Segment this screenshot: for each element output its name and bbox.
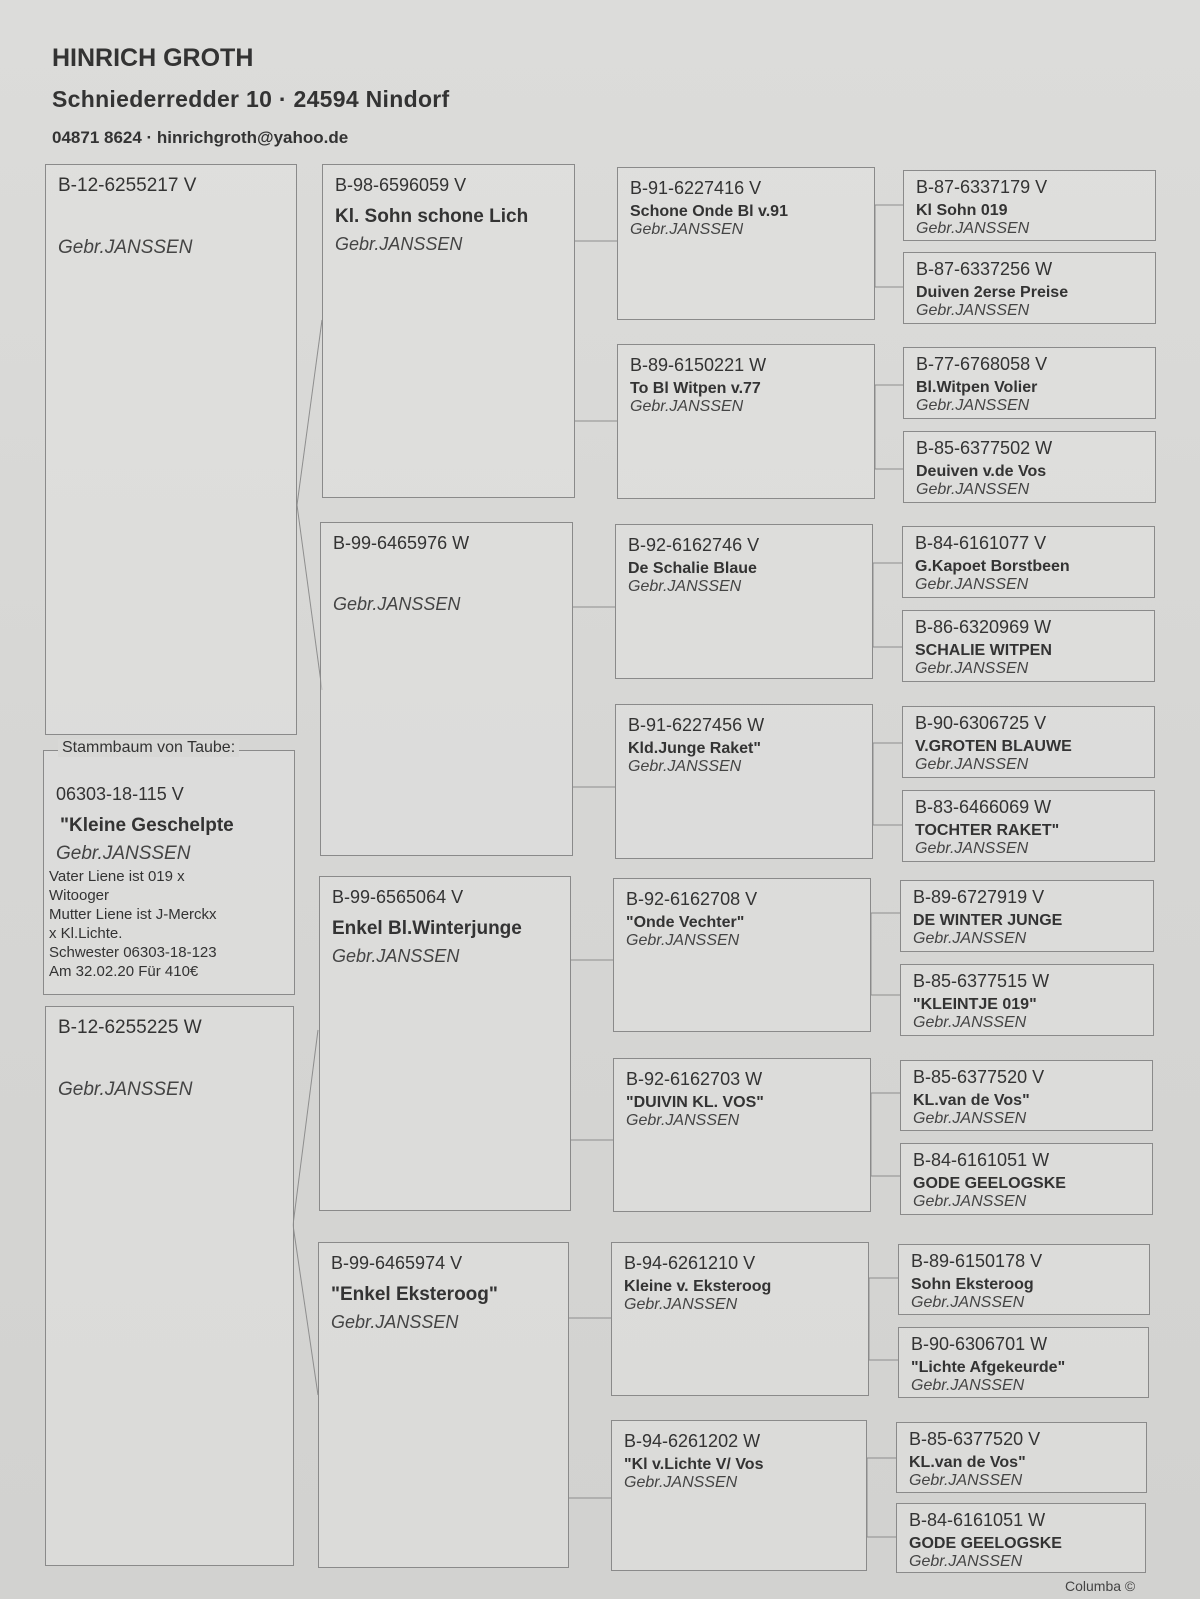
gg-grandparent-breeder: Gebr.JANSSEN xyxy=(916,397,1030,414)
grandparent-ring: B-98-6596059 V xyxy=(335,175,467,195)
gg-grandparent-ring: B-85-6377502 W xyxy=(916,438,1053,458)
great-grandparent-name: "Kl v.Lichte V/ Vos xyxy=(624,1456,764,1473)
gg-grandparent-ring: B-85-6377515 W xyxy=(913,971,1050,991)
gg-grandparent-breeder: Gebr.JANSSEN xyxy=(913,1110,1027,1127)
gg-grandparent-breeder: Gebr.JANSSEN xyxy=(911,1294,1025,1311)
gg-grandparent-breeder: Gebr.JANSSEN xyxy=(915,660,1029,677)
mother-card xyxy=(45,1006,294,1566)
gg-grandparent-name: KL.van de Vos" xyxy=(909,1454,1026,1471)
subject-note: Witooger xyxy=(49,887,110,904)
great-grandparent-name: Schone Onde Bl v.91 xyxy=(630,203,788,220)
gg-grandparent-ring: B-89-6727919 V xyxy=(913,887,1045,907)
great-grandparent-ring: B-92-6162708 V xyxy=(626,889,758,909)
gg-grandparent-breeder: Gebr.JANSSEN xyxy=(913,1014,1027,1031)
great-grandparent-ring: B-94-6261210 V xyxy=(624,1253,756,1273)
gg-grandparent-card xyxy=(902,790,1155,862)
gg-grandparent-name: "Lichte Afgekeurde" xyxy=(911,1359,1066,1376)
great-grandparent-card xyxy=(615,704,873,859)
owner-name: HINRICH GROTH xyxy=(52,44,254,72)
gg-grandparent-breeder: Gebr.JANSSEN xyxy=(909,1553,1023,1570)
gg-grandparent-card xyxy=(898,1244,1150,1315)
subject-label: Stammbaum von Taube: xyxy=(58,739,239,757)
subject-note: Schwester 06303-18-123 xyxy=(49,944,217,961)
mother-ring: B-12-6255225 W xyxy=(58,1017,202,1038)
subject-note: x Kl.Lichte. xyxy=(49,925,123,942)
grandparent-card xyxy=(318,1242,569,1568)
grandparent-breeder: Gebr.JANSSEN xyxy=(331,1312,459,1332)
great-grandparent-breeder: Gebr.JANSSEN xyxy=(628,578,742,595)
gg-grandparent-ring: B-86-6320969 W xyxy=(915,617,1052,637)
subject-note: Am 32.02.20 Für 410€ xyxy=(49,963,199,980)
grandparent-name: Kl. Sohn schone Lich xyxy=(335,206,529,227)
gg-grandparent-breeder: Gebr.JANSSEN xyxy=(915,576,1029,593)
gg-grandparent-card xyxy=(902,706,1155,778)
subject-ring: 06303-18-115 V xyxy=(56,784,184,804)
gg-grandparent-ring: B-87-6337256 W xyxy=(916,259,1053,279)
great-grandparent-card xyxy=(613,878,871,1032)
great-grandparent-name: Kleine v. Eksteroog xyxy=(624,1278,772,1295)
gg-grandparent-name: GODE GEELOGSKE xyxy=(913,1175,1066,1192)
great-grandparent-ring: B-91-6227416 V xyxy=(630,178,762,198)
great-grandparent-ring: B-92-6162703 W xyxy=(626,1069,763,1089)
great-grandparent-ring: B-94-6261202 W xyxy=(624,1431,761,1451)
gg-grandparent-name: G.Kapoet Borstbeen xyxy=(915,558,1070,575)
software-credit: Columba © xyxy=(1065,1578,1136,1594)
subject-note: Vater Liene ist 019 x xyxy=(49,868,185,885)
gg-grandparent-card xyxy=(902,610,1155,682)
great-grandparent-card xyxy=(617,344,875,499)
subject-name: "Kleine Geschelpte xyxy=(60,815,234,836)
subject-card xyxy=(43,739,295,995)
great-grandparent-ring: B-89-6150221 W xyxy=(630,355,767,375)
gg-grandparent-name: Deuiven v.de Vos xyxy=(916,463,1047,480)
gg-grandparent-name: Sohn Eksteroog xyxy=(911,1276,1034,1293)
gg-grandparent-breeder: Gebr.JANSSEN xyxy=(913,930,1027,947)
grandparent-card xyxy=(322,164,575,498)
grandparent-name: "Enkel Eksteroog" xyxy=(331,1284,498,1305)
gg-grandparent-name: Duiven 2erse Preise xyxy=(916,284,1069,301)
gg-grandparent-name: KL.van de Vos" xyxy=(913,1092,1030,1109)
gg-grandparent-breeder: Gebr.JANSSEN xyxy=(916,302,1030,319)
gg-grandparent-ring: B-83-6466069 W xyxy=(915,797,1052,817)
gg-grandparent-card xyxy=(903,170,1156,241)
great-grandparent-card xyxy=(617,167,875,320)
great-grandparent-ring: B-92-6162746 V xyxy=(628,535,760,555)
owner-address: Schniederredder 10 · 24594 Nindorf xyxy=(52,86,450,112)
gg-grandparent-breeder: Gebr.JANSSEN xyxy=(911,1377,1025,1394)
gg-grandparent-card xyxy=(903,252,1156,324)
gg-grandparent-breeder: Gebr.JANSSEN xyxy=(916,481,1030,498)
gg-grandparent-ring: B-85-6377520 V xyxy=(909,1429,1041,1449)
gg-grandparent-ring: B-84-6161077 V xyxy=(915,533,1047,553)
subject-breeder: Gebr.JANSSEN xyxy=(56,843,191,864)
gg-grandparent-card xyxy=(896,1503,1146,1573)
grandparent-card xyxy=(320,522,573,856)
gg-grandparent-name: GODE GEELOGSKE xyxy=(909,1535,1062,1552)
gg-grandparent-ring: B-85-6377520 V xyxy=(913,1067,1045,1087)
great-grandparent-card xyxy=(611,1242,869,1396)
gg-grandparent-name: SCHALIE WITPEN xyxy=(915,642,1052,659)
father-card xyxy=(45,164,297,735)
great-grandparent-breeder: Gebr.JANSSEN xyxy=(624,1296,738,1313)
gg-grandparent-name: "KLEINTJE 019" xyxy=(913,996,1037,1013)
gg-grandparent-card xyxy=(900,1060,1153,1131)
grandparent-breeder: Gebr.JANSSEN xyxy=(332,946,460,966)
gg-grandparent-breeder: Gebr.JANSSEN xyxy=(915,840,1029,857)
great-grandparent-breeder: Gebr.JANSSEN xyxy=(624,1474,738,1491)
owner-contact: 04871 8624 · hinrichgroth@yahoo.de xyxy=(52,128,349,147)
gg-grandparent-ring: B-87-6337179 V xyxy=(916,177,1048,197)
gg-grandparent-name: Bl.Witpen Volier xyxy=(916,379,1038,396)
gg-grandparent-card xyxy=(898,1327,1149,1398)
grandparent-ring: B-99-6465976 W xyxy=(333,533,470,553)
gg-grandparent-card xyxy=(900,1143,1153,1215)
gg-grandparent-breeder: Gebr.JANSSEN xyxy=(913,1193,1027,1210)
grandparent-ring: B-99-6565064 V xyxy=(332,887,464,907)
great-grandparent-card xyxy=(615,524,873,679)
great-grandparent-breeder: Gebr.JANSSEN xyxy=(630,398,744,415)
gg-grandparent-breeder: Gebr.JANSSEN xyxy=(916,220,1030,237)
great-grandparent-card xyxy=(611,1420,867,1571)
mother-breeder: Gebr.JANSSEN xyxy=(58,1079,193,1100)
gg-grandparent-ring: B-89-6150178 V xyxy=(911,1251,1043,1271)
father-breeder: Gebr.JANSSEN xyxy=(58,237,193,258)
gg-grandparent-card xyxy=(896,1422,1147,1493)
gg-grandparent-card xyxy=(903,431,1156,503)
gg-grandparent-breeder: Gebr.JANSSEN xyxy=(915,756,1029,773)
gg-grandparent-ring: B-77-6768058 V xyxy=(916,354,1048,374)
gg-grandparent-ring: B-84-6161051 W xyxy=(913,1150,1050,1170)
gg-grandparent-ring: B-84-6161051 W xyxy=(909,1510,1046,1530)
gg-grandparent-breeder: Gebr.JANSSEN xyxy=(909,1472,1023,1489)
gg-grandparent-ring: B-90-6306725 V xyxy=(915,713,1047,733)
great-grandparent-breeder: Gebr.JANSSEN xyxy=(628,758,742,775)
subject-note: Mutter Liene ist J-Merckx xyxy=(49,906,217,923)
great-grandparent-ring: B-91-6227456 W xyxy=(628,715,765,735)
gg-grandparent-card xyxy=(902,526,1155,598)
gg-grandparent-ring: B-90-6306701 W xyxy=(911,1334,1048,1354)
gg-grandparent-name: DE WINTER JUNGE xyxy=(913,912,1063,929)
gg-grandparent-name: TOCHTER RAKET" xyxy=(915,822,1060,839)
grandparent-ring: B-99-6465974 V xyxy=(331,1253,463,1273)
grandparent-name: Enkel Bl.Winterjunge xyxy=(332,918,522,939)
gg-grandparent-card xyxy=(900,880,1154,952)
great-grandparent-name: "Onde Vechter" xyxy=(626,914,745,931)
grandparent-breeder: Gebr.JANSSEN xyxy=(335,234,463,254)
great-grandparent-breeder: Gebr.JANSSEN xyxy=(626,1112,740,1129)
great-grandparent-name: De Schalie Blaue xyxy=(628,560,757,577)
great-grandparent-name: "DUIVIN KL. VOS" xyxy=(626,1094,764,1111)
gg-grandparent-card xyxy=(903,347,1156,419)
grandparent-card xyxy=(319,876,571,1211)
great-grandparent-name: Kld.Junge Raket" xyxy=(628,740,761,757)
great-grandparent-breeder: Gebr.JANSSEN xyxy=(630,221,744,238)
grandparent-breeder: Gebr.JANSSEN xyxy=(333,594,461,614)
great-grandparent-breeder: Gebr.JANSSEN xyxy=(626,932,740,949)
gg-grandparent-name: V.GROTEN BLAUWE xyxy=(915,738,1072,755)
great-grandparent-card xyxy=(613,1058,871,1212)
great-grandparent-name: To Bl Witpen v.77 xyxy=(630,380,761,397)
gg-grandparent-name: Kl Sohn 019 xyxy=(916,202,1008,219)
father-ring: B-12-6255217 V xyxy=(58,175,197,196)
gg-grandparent-card xyxy=(900,964,1154,1036)
